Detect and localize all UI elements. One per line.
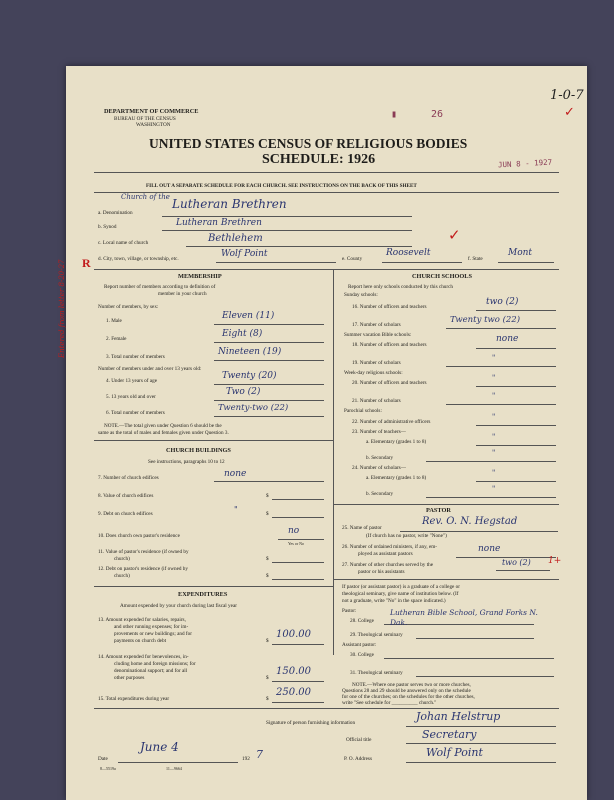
signature-label: Signature of person furnishing information bbox=[266, 720, 356, 726]
q24-label: 24. Number of scholars— bbox=[352, 465, 406, 471]
q12-currency: $ bbox=[266, 573, 269, 579]
graduate-instruction-3: not a graduate, write "No" in the space indicated.) bbox=[342, 598, 446, 604]
bureau-heading: BUREAU OF THE CENSUS bbox=[114, 116, 176, 122]
state-label: f. State bbox=[468, 256, 483, 262]
q24a-label: a. Elementary (grades 1 to 8) bbox=[366, 475, 427, 481]
city-label: d. City, town, village, or township, etc. bbox=[98, 256, 179, 262]
q28-label: 28. College bbox=[350, 618, 374, 624]
q20-label: 20. Number of officers and teachers bbox=[352, 380, 427, 386]
q15-currency: $ bbox=[266, 696, 269, 702]
q16-label: 16. Number of officers and teachers bbox=[352, 304, 427, 310]
q26-value: none bbox=[478, 544, 501, 554]
form-title: UNITED STATES CENSUS OF RELIGIOUS BODIES bbox=[149, 136, 468, 151]
q13-currency: $ bbox=[266, 638, 269, 644]
q23b-label: b. Secondary bbox=[366, 455, 394, 461]
q21-label: 21. Number of scholars bbox=[352, 398, 401, 404]
expenditures-subheading: Amount expended by your church during last fiscal year bbox=[120, 603, 237, 609]
form-number-2: 11—9664 bbox=[166, 766, 182, 771]
q2-female-value: Eight (8) bbox=[222, 329, 263, 339]
q6-total-label: 6. Total number of members bbox=[106, 410, 165, 416]
year-value: 7 bbox=[256, 748, 263, 761]
form-number: 8—5519a bbox=[100, 766, 116, 771]
q21-ditto: " bbox=[492, 392, 496, 400]
official-title-label: Official title bbox=[346, 737, 372, 743]
graduate-instruction-2: theological seminary, give name of institution below. (If bbox=[342, 591, 459, 597]
q12-label-1: 12. Debt on pastor's residence (if owned by bbox=[98, 566, 188, 572]
county-label: e. County bbox=[342, 256, 363, 262]
q7-label: 7. Number of church edifices bbox=[98, 475, 159, 481]
received-date-stamp: JUN 8 - 1927 bbox=[497, 157, 553, 170]
separate-schedule-instruction: FILL OUT A SEPARATE SCHEDULE FOR EACH CHURCH. SEE INSTRUCTIONS ON THE BACK OF THIS SHEET bbox=[146, 183, 417, 189]
q26-label-2: ployed as assistant pastors bbox=[358, 551, 413, 557]
membership-heading: MEMBERSHIP bbox=[178, 273, 222, 280]
top-right-note: 1-0-7 bbox=[550, 88, 584, 103]
serial-number: 26 bbox=[431, 109, 444, 120]
q25-label: 25. Name of pastor bbox=[342, 525, 382, 531]
q12-label-2: church) bbox=[114, 573, 130, 579]
q27-extra-note: 1+ bbox=[548, 556, 562, 566]
q24b-label: b. Secondary bbox=[366, 491, 394, 497]
q11-label-2: church) bbox=[114, 556, 130, 562]
pastor-heading: PASTOR bbox=[426, 507, 451, 514]
date-label: Date bbox=[98, 756, 108, 762]
denomination-prefix: Church of the bbox=[121, 193, 170, 201]
po-address-label: P. O. Address bbox=[344, 756, 372, 762]
q3-total-label: 3. Total number of members bbox=[106, 354, 165, 360]
q1-male-value: Eleven (11) bbox=[222, 311, 275, 321]
q6-total-value: Twenty-two (22) bbox=[218, 403, 289, 413]
synod-label: b. Synod bbox=[98, 224, 117, 230]
membership-note-2: same as the total of males and females given under Question 3. bbox=[98, 430, 229, 436]
pastor-note-1: NOTE.—Where one pastor serves two or more churches, bbox=[352, 682, 471, 688]
q20-ditto: " bbox=[492, 374, 496, 382]
q18-value: none bbox=[496, 334, 519, 344]
county-value: Roosevelt bbox=[386, 248, 431, 258]
buildings-subheading: See instructions, paragraphs 10 to 12 bbox=[148, 459, 225, 465]
q17-value: Twenty two (22) bbox=[450, 315, 521, 325]
local-name-value: Bethlehem bbox=[208, 233, 263, 244]
state-value: Mont bbox=[508, 248, 533, 258]
buildings-heading: CHURCH BUILDINGS bbox=[166, 447, 231, 454]
q23b-ditto: " bbox=[492, 449, 496, 457]
q16-value: two (2) bbox=[486, 297, 519, 307]
schedule-title: SCHEDULE: 1926 bbox=[262, 152, 376, 167]
city-heading: WASHINGTON bbox=[136, 122, 171, 128]
q17-label: 17. Number of scholars bbox=[352, 322, 401, 328]
graduate-instruction-1: If pastor (or assistant pastor) is a graduate of a college or bbox=[342, 584, 460, 590]
schools-intro: Report here only schools conducted by this church bbox=[348, 284, 454, 290]
expenditures-heading: EXPENDITURES bbox=[178, 591, 228, 598]
q5-over13-value: Two (2) bbox=[226, 387, 261, 397]
q25-value: Rev. O. N. Hegstad bbox=[422, 516, 518, 527]
denomination-value: Lutheran Brethren bbox=[172, 197, 287, 211]
q10-label: 10. Does church own pastor's residence bbox=[98, 533, 180, 539]
q8-label: 8. Value of church edifices bbox=[98, 493, 154, 499]
q14-value: 150.00 bbox=[276, 666, 311, 677]
q14-label-2: cluding home and foreign missions; for bbox=[114, 661, 196, 667]
q23a-ditto: " bbox=[492, 433, 496, 441]
age-intro: Number of members under and over 13 years old: bbox=[98, 366, 202, 372]
q15-label: 15. Total expenditures during year bbox=[98, 696, 170, 702]
q1-male-label: 1. Male bbox=[106, 318, 122, 324]
membership-note-1: NOTE.—The total given under Question 6 should be the bbox=[104, 423, 222, 429]
schools-heading: CHURCH SCHOOLS bbox=[412, 273, 473, 280]
q14-label-1: 14. Amount expended for benevolences, in- bbox=[98, 654, 189, 660]
q30-label: 30. College bbox=[350, 652, 374, 658]
q8-currency: $ bbox=[266, 493, 269, 499]
date-value: June 4 bbox=[140, 740, 179, 754]
year-printed: 192 bbox=[242, 756, 250, 762]
pastor-note-4: write "See schedule for __________ church." bbox=[342, 700, 437, 706]
q13-label-1: 13. Amount expended for salaries, repairs, bbox=[98, 617, 186, 623]
pastor-note-3: for one of the churches; on the schedules for the other churches, bbox=[342, 694, 475, 700]
q11-label-1: 11. Value of pastor's residence (if owned by bbox=[98, 549, 189, 555]
synod-value: Lutheran Brethren bbox=[176, 218, 262, 228]
q9-value: " bbox=[234, 505, 238, 514]
q18-label: 18. Number of officers and teachers bbox=[352, 342, 427, 348]
q14-label-3: denominational support; and for all bbox=[114, 668, 188, 674]
city-value: Wolf Point bbox=[221, 249, 268, 259]
weekday-schools-label: Week-day religious schools: bbox=[344, 370, 403, 376]
q26-label-1: 26. Number of ordained ministers, if any, em- bbox=[342, 544, 438, 550]
parochial-schools-label: Parochial schools: bbox=[344, 408, 382, 414]
q14-label-4: other purposes bbox=[114, 675, 145, 681]
q23-label: 23. Number of teachers— bbox=[352, 429, 406, 435]
q14-currency: $ bbox=[266, 675, 269, 681]
q24b-ditto: " bbox=[492, 485, 496, 493]
department-heading: DEPARTMENT OF COMMERCE bbox=[104, 108, 199, 115]
q9-currency: $ bbox=[266, 511, 269, 517]
q27-label-2: pastor or his assistants bbox=[358, 569, 405, 575]
q13-label-4: payments on church debt bbox=[114, 638, 167, 644]
sunday-schools-label: Sunday schools: bbox=[344, 292, 378, 298]
q13-label-2: and other running expenses; for im- bbox=[114, 624, 189, 630]
q11-currency: $ bbox=[266, 556, 269, 562]
q22-ditto: " bbox=[492, 413, 496, 421]
q13-value: 100.00 bbox=[276, 629, 311, 640]
q19-label: 19. Number of scholars bbox=[352, 360, 401, 366]
q23a-label: a. Elementary (grades 1 to 8) bbox=[366, 439, 427, 445]
q4-under13-label: 4. Under 13 years of age bbox=[106, 378, 157, 384]
q29-label: 29. Theological seminary bbox=[350, 632, 403, 638]
q15-value: 250.00 bbox=[276, 687, 311, 698]
q10-value: no bbox=[288, 526, 300, 536]
members-by-sex: Number of members, by sex: bbox=[98, 304, 159, 310]
red-check-icon: ✓ bbox=[448, 228, 461, 244]
side-margin-note: Entered from letter 8-20-27 bbox=[58, 259, 66, 358]
q25-hint: (If church has no pastor, write "None") bbox=[366, 533, 447, 539]
pastor-note-2: Questions 28 and 29 should be answered only on the schedule bbox=[342, 688, 471, 694]
q2-female-label: 2. Female bbox=[106, 336, 127, 342]
census-schedule-sheet bbox=[58, 66, 587, 800]
q10-hint: Yes or No bbox=[288, 541, 305, 546]
q4-under13-value: Twenty (20) bbox=[222, 371, 277, 381]
membership-intro-1: Report number of members according to definition of bbox=[104, 284, 216, 290]
q9-label: 9. Debt on church edifices bbox=[98, 511, 153, 517]
q27-label-1: 27. Number of other churches served by the bbox=[342, 562, 434, 568]
q22-label: 22. Number of administrative officers bbox=[352, 419, 431, 425]
q13-label-3: provements or new buildings; and for bbox=[114, 631, 192, 637]
q7-value: none bbox=[224, 469, 247, 479]
q31-label: 31. Theological seminary bbox=[350, 670, 403, 676]
q5-over13-label: 5. 13 years old and over bbox=[106, 394, 156, 400]
official-title-value: Secretary bbox=[422, 728, 477, 741]
q27-value: two (2) bbox=[502, 558, 531, 567]
q28-value: Lutheran Bible School, Grand Forks N. Dak. bbox=[390, 608, 538, 627]
signature-value: Johan Helstrup bbox=[416, 710, 501, 723]
local-name-label: c. Local name of church bbox=[98, 240, 149, 246]
serial-stamp: ▮ 26 bbox=[391, 109, 444, 120]
q24a-ditto: " bbox=[492, 469, 496, 477]
q19-ditto: " bbox=[492, 354, 496, 362]
membership-intro-2: member in your church bbox=[158, 291, 207, 297]
check-mark-icon: ✓ bbox=[564, 104, 575, 119]
assistant-pastor-subheading: Assistant pastor: bbox=[342, 642, 377, 648]
q3-total-value: Nineteen (19) bbox=[218, 347, 282, 357]
po-address-value: Wolf Point bbox=[426, 746, 483, 759]
side-letter: R bbox=[82, 256, 91, 270]
denomination-label: a. Denomination bbox=[98, 210, 133, 216]
pastor-subheading: Pastor: bbox=[342, 608, 357, 614]
summer-schools-label: Summer vacation Bible schools: bbox=[344, 332, 412, 338]
